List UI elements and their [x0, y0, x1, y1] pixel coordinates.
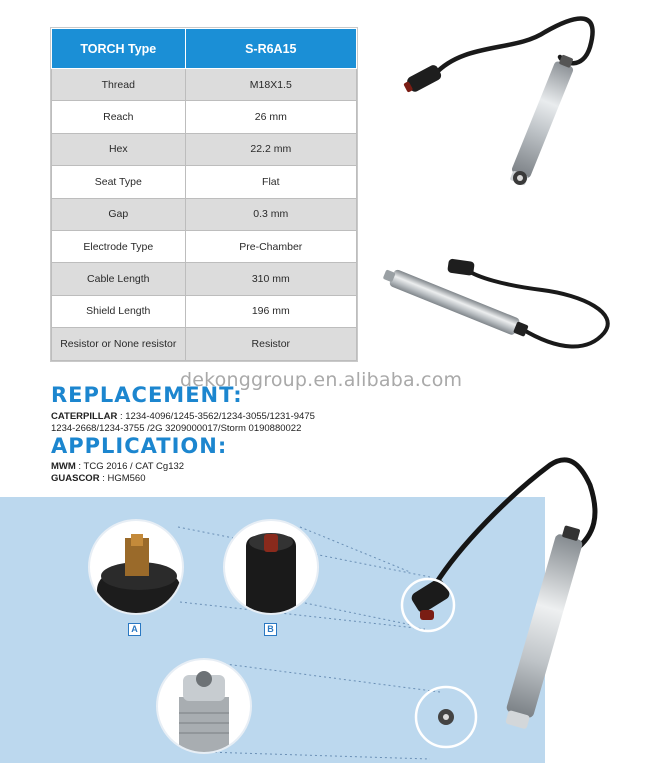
torch-photo-large [390, 455, 640, 763]
row-label: Cable Length [52, 263, 186, 295]
table-row [52, 295, 357, 327]
table-row [52, 328, 357, 360]
detail-b-connector [222, 518, 320, 616]
row-label: Gap [52, 198, 186, 230]
replacement-heading: REPLACEMENT: [51, 383, 243, 407]
application-heading: APPLICATION: [51, 434, 228, 458]
row-label: Resistor or None resistor [52, 328, 186, 360]
watermark: dekonggroup.en.alibaba.com [180, 369, 463, 391]
row-value: Resistor [185, 328, 356, 360]
brand-guascor: GUASCOR [51, 473, 100, 484]
table-row [52, 263, 357, 295]
badge-b: B [264, 623, 277, 636]
detail-tip [155, 657, 253, 763]
row-value: 0.3 mm [185, 198, 356, 230]
mwm-models: : TCG 2016 / CAT Cg132 [75, 461, 185, 472]
row-label: Thread [52, 69, 186, 101]
row-value: 22.2 mm [185, 133, 356, 165]
caterpillar-part-numbers: : 1234-4096/1245-3562/1234-3055/1231-9475 [117, 411, 315, 422]
row-label: Shield Length [52, 295, 186, 327]
spec-table [51, 28, 357, 361]
row-value: Flat [185, 166, 356, 198]
row-label: Reach [52, 101, 186, 133]
table-row [52, 198, 357, 230]
row-value: 26 mm [185, 101, 356, 133]
table-row [52, 69, 357, 101]
header-label: TORCH Type [52, 29, 186, 69]
replacement-line-2: 1234-2668/1234-3755 /2G 3209000017/Storm 0190880022 [51, 423, 302, 434]
row-value: 196 mm [185, 295, 356, 327]
row-label: Seat Type [52, 166, 186, 198]
row-value: 310 mm [185, 263, 356, 295]
row-value: M18X1.5 [185, 69, 356, 101]
application-line-1 [51, 461, 184, 472]
guascor-models: : HGM560 [99, 473, 146, 484]
table-row [52, 101, 357, 133]
spec-table-header [52, 29, 357, 69]
row-label: Hex [52, 133, 186, 165]
brand-mwm: MWM [51, 461, 76, 472]
torch-photo-side [382, 255, 622, 367]
replacement-line-1 [51, 411, 315, 422]
table-row [52, 166, 357, 198]
row-value: Pre-Chamber [185, 230, 356, 262]
detail-a-connector [87, 518, 185, 616]
table-row [52, 133, 357, 165]
brand-caterpillar: CATERPILLAR [51, 411, 118, 422]
application-line-2 [51, 473, 146, 484]
table-row [52, 230, 357, 262]
row-label: Electrode Type [52, 230, 186, 262]
badge-a: A [128, 623, 141, 636]
header-value: S-R6A15 [185, 29, 356, 69]
torch-photo-top [395, 2, 630, 192]
